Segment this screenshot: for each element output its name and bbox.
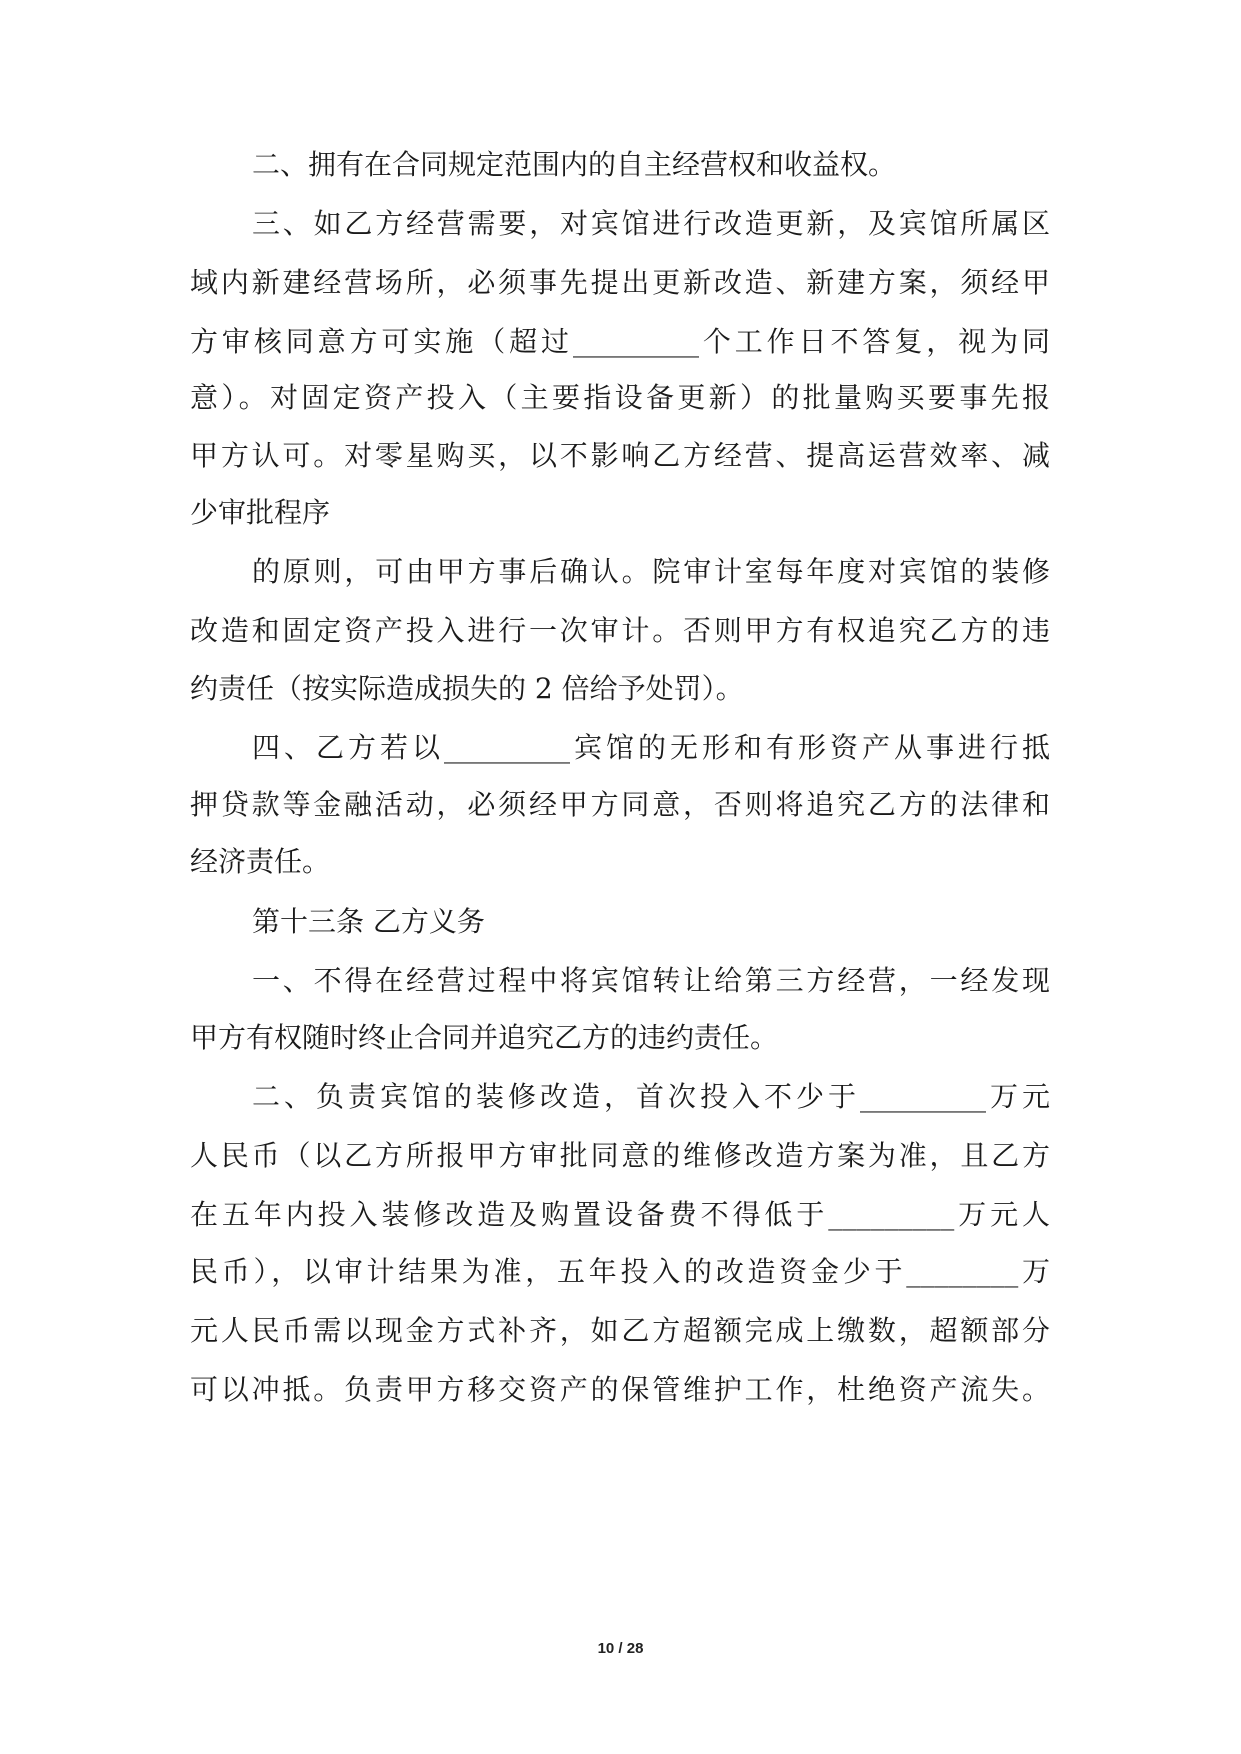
paragraph-line: 二、负责宾馆的装修改造，首次投入不少于_________万元 [252,1080,1050,1113]
page-number: 10 / 28 [597,1640,644,1657]
paragraph-line: 意）。对固定资产投入（主要指设备更新）的批量购买要事先报 [190,381,1050,414]
paragraph-line: 约责任（按实际造成损失的 2 倍给予处罚）。 [190,672,744,705]
paragraph-line: 一、不得在经营过程中将宾馆转让给第三方经营，一经发现 [252,964,1050,997]
paragraph-line: 三、如乙方经营需要，对宾馆进行改造更新，及宾馆所属区 [252,207,1050,240]
paragraph-line: 四、乙方若以_________宾馆的无形和有形资产从事进行抵 [252,731,1050,764]
paragraph-line: 可以冲抵。负责甲方移交资产的保管维护工作，杜绝资产流失。 [190,1373,1050,1406]
paragraph-line: 人民币（以乙方所报甲方审批同意的维修改造方案为准，且乙方 [190,1139,1050,1172]
paragraph-line: 甲方有权随时终止合同并追究乙方的违约责任。 [190,1021,779,1054]
paragraph-line: 元人民币需以现金方式补齐，如乙方超额完成上缴数，超额部分 [190,1314,1050,1347]
paragraph-line: 民币），以审计结果为准，五年投入的改造资金少于________万 [190,1255,1050,1288]
paragraph-line: 押贷款等金融活动，必须经甲方同意，否则将追究乙方的法律和 [190,788,1050,821]
paragraph-line: 经济责任。 [190,845,331,878]
paragraph-line: 在五年内投入装修改造及购置设备费不得低于_________万元人 [190,1198,1050,1231]
paragraph-line: 二、拥有在合同规定范围内的自主经营权和收益权。 [252,148,897,181]
paragraph-line: 少审批程序 [190,496,331,529]
paragraph-line: 的原则，可由甲方事后确认。院审计室每年度对宾馆的装修 [252,555,1050,588]
paragraph-line: 方审核同意方可实施（超过_________个工作日不答复，视为同 [190,325,1050,358]
paragraph-line: 改造和固定资产投入进行一次审计。否则甲方有权追究乙方的违 [190,614,1050,647]
section-heading: 第十三条 乙方义务 [252,905,485,938]
paragraph-line: 域内新建经营场所，必须事先提出更新改造、新建方案，须经甲 [190,266,1050,299]
paragraph-line: 甲方认可。对零星购买，以不影响乙方经营、提高运营效率、减 [190,439,1050,472]
